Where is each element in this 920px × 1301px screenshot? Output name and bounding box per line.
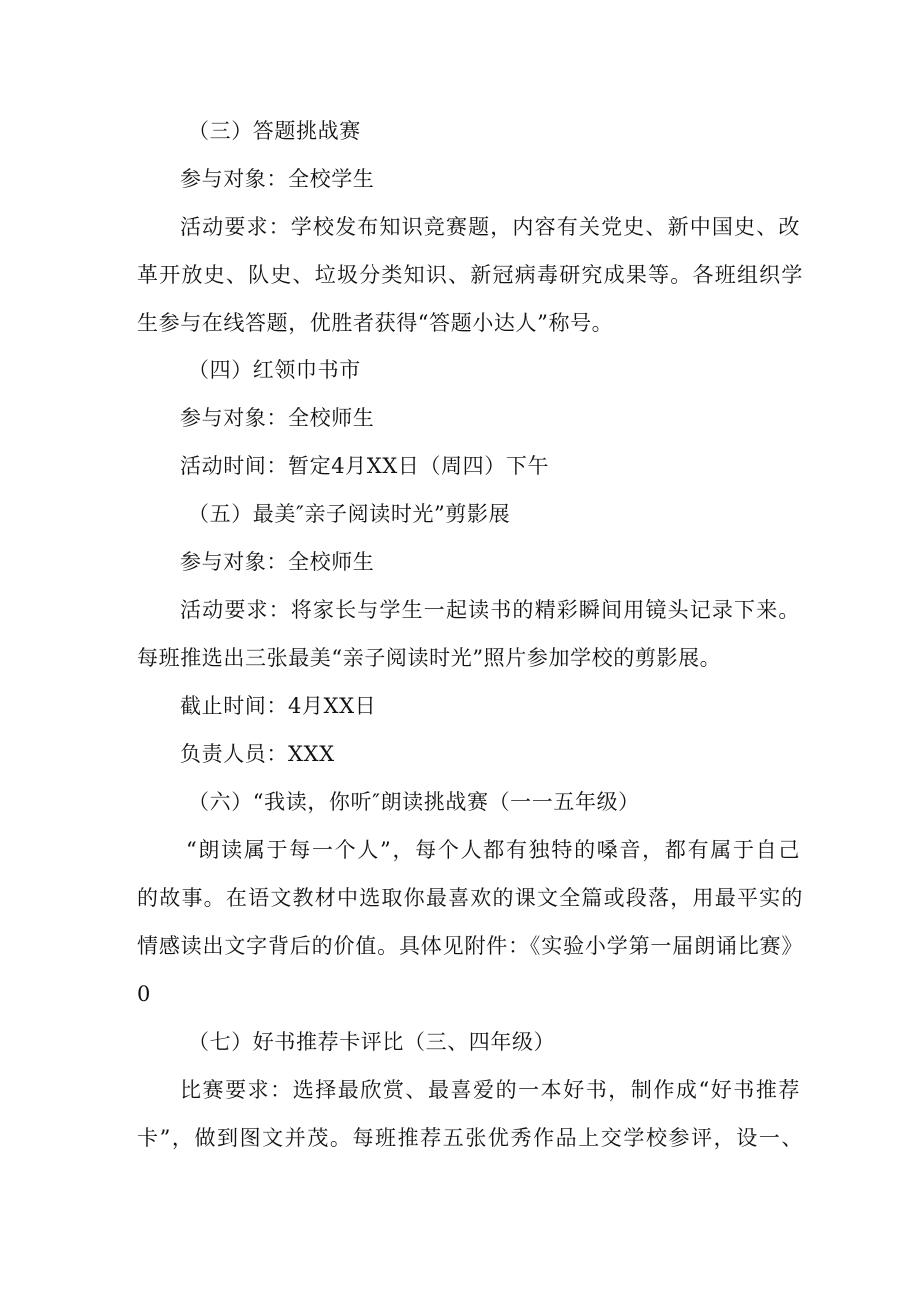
section4-heading: （四）红领巾书市 xyxy=(188,358,361,382)
section5-target: 参与对象：全校师生 xyxy=(180,550,375,574)
section3-heading: （三）答题挑战赛 xyxy=(188,119,361,143)
section4-time: 活动时间：暂定4月XX日（周四）下午 xyxy=(180,454,550,478)
section5-heading: （五）最美″亲子阅读时光”剪影展 xyxy=(188,502,511,526)
section7-heading: （七）好书推荐卡评比（三、四年级） xyxy=(188,1030,556,1054)
section5-owner: 负责人员：XXX xyxy=(180,742,335,766)
section5-deadline: 截止时间：4月XX日 xyxy=(180,694,377,718)
section4-target: 参与对象：全校师生 xyxy=(180,406,375,430)
section6-body-line-4: 0 xyxy=(137,982,151,1006)
section7-requirement-line-2: 卡”，做到图文并茂。每班推荐五张优秀作品上交学校参评，设一、 xyxy=(137,1126,803,1150)
section7-requirement-line-1: 比赛要求：选择最欣赏、最喜爱的一本好书，制作成“好书推荐 xyxy=(180,1078,800,1102)
section6-body-line-1: “朗读属于每一个人”，每个人都有独特的嗓音，都有属于自己 xyxy=(186,838,800,862)
section3-requirement-line-1: 活动要求：学校发布知识竞赛题，内容有关党史、新中国史、改 xyxy=(180,215,800,239)
section6-heading: （六）“我读，你听″朗读挑战赛（一一五年级） xyxy=(188,790,640,814)
section5-requirement-line-2: 每班推选出三张最美“亲子阅读时光”照片参加学校的剪影展。 xyxy=(137,646,722,670)
section3-requirement-line-2: 革开放史、队史、垃圾分类知识、新冠病毒研究成果等。各班组织学 xyxy=(137,263,803,287)
section3-requirement-line-3: 生参与在线答题，优胜者获得“答题小达人”称号。 xyxy=(137,311,614,335)
section6-body-line-3: 情感读出文字背后的价值。具体见附件：《实验小学第一届朗诵比赛》 xyxy=(137,934,803,958)
section3-target: 参与对象：全校学生 xyxy=(180,167,375,191)
section6-body-line-2: 的故事。在语文教材中选取你最喜欢的课文全篇或段落，用最平实的 xyxy=(137,886,803,910)
section5-requirement-line-1: 活动要求：将家长与学生一起读书的精彩瞬间用镜头记录下来。 xyxy=(180,598,800,622)
